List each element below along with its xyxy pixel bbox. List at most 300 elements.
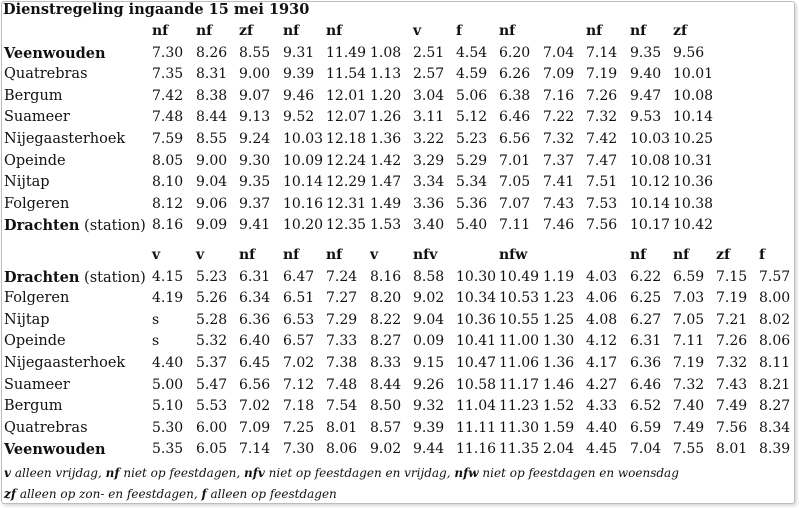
time-cell: 9.37 bbox=[239, 196, 271, 212]
time-cell: 7.05 bbox=[499, 174, 531, 190]
time-cell: 9.39 bbox=[413, 420, 445, 436]
time-cell: 1.19 bbox=[543, 269, 575, 285]
time-cell: 5.36 bbox=[456, 196, 488, 212]
time-cell: 11.16 bbox=[456, 441, 497, 457]
station-cell bbox=[4, 129, 125, 150]
time-cell: 1.52 bbox=[543, 398, 575, 414]
time-cell: 6.20 bbox=[499, 45, 531, 61]
time-cell: 7.14 bbox=[586, 45, 618, 61]
time-cell: 8.00 bbox=[759, 290, 791, 306]
time-cell: 10.47 bbox=[456, 355, 497, 371]
station-cell bbox=[4, 107, 70, 128]
legend-text: niet op feestdagen en vrijdag, bbox=[268, 466, 451, 480]
time-cell: 1.53 bbox=[370, 217, 402, 233]
time-cell: 9.04 bbox=[413, 312, 445, 328]
station-cell bbox=[4, 439, 106, 461]
station-name: Quatrebras bbox=[4, 66, 88, 82]
time-cell: 7.57 bbox=[759, 269, 791, 285]
time-cell: 9.00 bbox=[196, 153, 228, 169]
time-cell: 6.52 bbox=[630, 398, 662, 414]
time-cell: 9.44 bbox=[413, 441, 445, 457]
time-cell: 4.17 bbox=[586, 355, 618, 371]
time-cell: 1.42 bbox=[370, 153, 402, 169]
time-cell: 7.21 bbox=[716, 312, 748, 328]
legend-code: nfw bbox=[454, 466, 479, 480]
time-cell: 10.17 bbox=[630, 217, 671, 233]
time-cell: 3.34 bbox=[413, 174, 445, 190]
time-cell: 7.48 bbox=[326, 377, 358, 393]
time-cell: 10.14 bbox=[283, 174, 324, 190]
time-cell: 10.53 bbox=[499, 290, 540, 306]
time-cell: 7.12 bbox=[283, 377, 315, 393]
time-cell: 9.53 bbox=[630, 109, 662, 125]
header-row bbox=[0, 21, 799, 42]
time-cell: 7.04 bbox=[543, 45, 575, 61]
time-cell: 1.23 bbox=[543, 290, 575, 306]
time-cell: 6.45 bbox=[239, 355, 271, 371]
time-cell: 8.16 bbox=[370, 269, 402, 285]
station-name: Nijegaasterhoek bbox=[4, 131, 126, 147]
time-cell: 8.05 bbox=[152, 153, 184, 169]
time-cell: 6.31 bbox=[630, 333, 662, 349]
time-cell: 7.32 bbox=[716, 355, 748, 371]
time-cell: 7.14 bbox=[239, 441, 271, 457]
station-cell bbox=[4, 375, 70, 396]
time-cell: 7.54 bbox=[326, 398, 358, 414]
time-cell: 5.29 bbox=[456, 153, 488, 169]
legend-line-1 bbox=[4, 466, 679, 480]
time-cell: 9.35 bbox=[630, 45, 662, 61]
legend-text: alleen op zon- en feestdagen, bbox=[19, 487, 198, 501]
time-cell: 7.47 bbox=[586, 153, 618, 169]
time-cell: 8.26 bbox=[196, 45, 228, 61]
station-suffix: (station) bbox=[79, 218, 146, 234]
time-cell: 1.13 bbox=[370, 66, 402, 82]
time-cell: 10.55 bbox=[499, 312, 540, 328]
station-cell bbox=[4, 331, 66, 352]
time-cell: 6.31 bbox=[239, 269, 271, 285]
time-cell: 11.06 bbox=[499, 355, 540, 371]
time-cell: 10.34 bbox=[456, 290, 497, 306]
time-cell: 7.03 bbox=[673, 290, 705, 306]
time-cell: 9.02 bbox=[370, 441, 402, 457]
time-cell: 9.07 bbox=[239, 88, 271, 104]
time-cell: 11.00 bbox=[499, 333, 540, 349]
column-header: nf bbox=[326, 247, 343, 263]
time-cell: 12.24 bbox=[326, 153, 367, 169]
column-header: nf bbox=[196, 23, 213, 39]
time-cell: 8.27 bbox=[759, 398, 791, 414]
station-name: Opeinde bbox=[4, 153, 66, 169]
time-cell: 9.52 bbox=[283, 109, 315, 125]
time-cell: 7.59 bbox=[152, 131, 184, 147]
time-cell: 9.13 bbox=[239, 109, 271, 125]
time-cell: 8.55 bbox=[239, 45, 271, 61]
time-cell: 7.01 bbox=[499, 153, 531, 169]
time-cell: 8.12 bbox=[152, 196, 184, 212]
station-cell bbox=[4, 215, 146, 237]
time-cell: 6.56 bbox=[499, 131, 531, 147]
time-cell: 6.36 bbox=[239, 312, 271, 328]
time-cell: 8.27 bbox=[370, 333, 402, 349]
time-cell: 7.19 bbox=[673, 355, 705, 371]
table-row bbox=[0, 310, 799, 331]
time-cell: 8.44 bbox=[196, 109, 228, 125]
time-cell: 8.01 bbox=[716, 441, 748, 457]
time-cell: 10.31 bbox=[673, 153, 714, 169]
time-cell: 11.54 bbox=[326, 66, 367, 82]
time-cell: 8.50 bbox=[370, 398, 402, 414]
time-cell: 7.07 bbox=[499, 196, 531, 212]
page-title: Dienstregeling ingaande 15 mei 1930 bbox=[3, 1, 310, 18]
time-cell: 12.18 bbox=[326, 131, 367, 147]
time-cell: 7.11 bbox=[673, 333, 705, 349]
time-cell: 1.20 bbox=[370, 88, 402, 104]
time-cell: 10.36 bbox=[673, 174, 714, 190]
table-row bbox=[0, 86, 799, 107]
time-cell: 7.02 bbox=[239, 398, 271, 414]
time-cell: 8.22 bbox=[370, 312, 402, 328]
time-cell: 6.22 bbox=[630, 269, 662, 285]
time-cell: 11.23 bbox=[499, 398, 540, 414]
table-row bbox=[0, 64, 799, 85]
time-cell: 7.29 bbox=[326, 312, 358, 328]
column-header: nf bbox=[630, 247, 647, 263]
time-cell: 8.34 bbox=[759, 420, 791, 436]
station-name: Folgeren bbox=[4, 196, 70, 212]
time-cell: 6.27 bbox=[630, 312, 662, 328]
time-cell: 10.12 bbox=[630, 174, 671, 190]
time-cell: 1.59 bbox=[543, 420, 575, 436]
time-cell: 9.15 bbox=[413, 355, 445, 371]
time-cell: 11.49 bbox=[326, 45, 367, 61]
time-cell: 10.25 bbox=[673, 131, 714, 147]
column-header: f bbox=[759, 247, 766, 263]
time-cell: 9.56 bbox=[673, 45, 705, 61]
station-cell bbox=[4, 172, 50, 193]
column-header: f bbox=[456, 23, 463, 39]
time-cell: 7.43 bbox=[543, 196, 575, 212]
time-cell: 8.39 bbox=[759, 441, 791, 457]
table-row bbox=[0, 439, 799, 460]
station-name: Opeinde bbox=[4, 333, 66, 349]
table-row bbox=[0, 267, 799, 288]
time-cell: 1.36 bbox=[370, 131, 402, 147]
time-cell: 12.29 bbox=[326, 174, 367, 190]
time-cell: 7.42 bbox=[586, 131, 618, 147]
time-cell: 0.09 bbox=[413, 333, 445, 349]
time-cell: 5.35 bbox=[152, 441, 184, 457]
column-header: v bbox=[152, 247, 161, 263]
time-cell: 7.22 bbox=[543, 109, 575, 125]
station-cell bbox=[4, 288, 69, 309]
time-cell: 8.10 bbox=[152, 174, 184, 190]
time-cell: 9.31 bbox=[283, 45, 315, 61]
time-cell: 3.40 bbox=[413, 217, 445, 233]
time-cell: 7.49 bbox=[716, 398, 748, 414]
column-header: nf bbox=[630, 23, 647, 39]
legend-text: niet op feestdagen en woensdag bbox=[482, 466, 679, 480]
time-cell: 7.42 bbox=[152, 88, 184, 104]
time-cell: 7.32 bbox=[673, 377, 705, 393]
time-cell: 4.06 bbox=[586, 290, 618, 306]
time-cell: 3.29 bbox=[413, 153, 445, 169]
time-cell: 8.33 bbox=[370, 355, 402, 371]
station-cell bbox=[4, 396, 63, 417]
time-cell: 4.27 bbox=[586, 377, 618, 393]
time-cell: 7.30 bbox=[283, 441, 315, 457]
time-cell: 7.33 bbox=[326, 333, 358, 349]
time-cell: 8.01 bbox=[326, 420, 358, 436]
time-cell: 11.11 bbox=[456, 420, 497, 436]
table-row bbox=[0, 418, 799, 439]
station-cell bbox=[4, 64, 88, 85]
station-name: Quatrebras bbox=[4, 420, 88, 436]
time-cell: 9.06 bbox=[196, 196, 228, 212]
table-row bbox=[0, 331, 799, 352]
time-cell: 7.26 bbox=[586, 88, 618, 104]
time-cell: 7.09 bbox=[543, 66, 575, 82]
time-cell: 3.36 bbox=[413, 196, 445, 212]
time-cell: 10.03 bbox=[630, 131, 671, 147]
time-cell: 5.23 bbox=[456, 131, 488, 147]
time-cell: 8.02 bbox=[759, 312, 791, 328]
time-cell: 10.16 bbox=[283, 196, 324, 212]
time-cell: 6.57 bbox=[283, 333, 315, 349]
time-cell: 7.19 bbox=[586, 66, 618, 82]
time-cell: 5.53 bbox=[196, 398, 228, 414]
time-cell: 11.30 bbox=[499, 420, 540, 436]
time-cell: 8.31 bbox=[196, 66, 228, 82]
time-cell: 10.49 bbox=[499, 269, 540, 285]
station-cell bbox=[4, 418, 88, 439]
legend-code: f bbox=[201, 487, 207, 501]
time-cell: 6.46 bbox=[499, 109, 531, 125]
time-cell: 9.46 bbox=[283, 88, 315, 104]
time-cell: 8.06 bbox=[759, 333, 791, 349]
time-cell: 11.04 bbox=[456, 398, 497, 414]
time-cell: 6.38 bbox=[499, 88, 531, 104]
column-header: nf bbox=[499, 23, 516, 39]
column-header: nfv bbox=[413, 247, 438, 263]
time-cell: 10.03 bbox=[283, 131, 324, 147]
time-cell: 1.49 bbox=[370, 196, 402, 212]
time-cell: 9.26 bbox=[413, 377, 445, 393]
time-cell: 10.01 bbox=[673, 66, 714, 82]
time-cell: 12.01 bbox=[326, 88, 367, 104]
time-cell: 7.25 bbox=[283, 420, 315, 436]
time-cell: 9.40 bbox=[630, 66, 662, 82]
time-cell: 7.24 bbox=[326, 269, 358, 285]
time-cell: 6.51 bbox=[283, 290, 315, 306]
station-suffix: (station) bbox=[79, 270, 146, 286]
station-cell bbox=[4, 151, 66, 172]
time-cell: 9.09 bbox=[196, 217, 228, 233]
column-header: v bbox=[370, 247, 379, 263]
column-header: v bbox=[196, 247, 205, 263]
time-cell: 7.53 bbox=[586, 196, 618, 212]
station-name: Nijegaasterhoek bbox=[4, 355, 126, 371]
time-cell: 8.16 bbox=[152, 217, 184, 233]
legend-code: nfv bbox=[243, 466, 265, 480]
time-cell: 7.48 bbox=[152, 109, 184, 125]
time-cell: 2.57 bbox=[413, 66, 445, 82]
column-header: nfw bbox=[499, 247, 528, 263]
time-cell: 3.22 bbox=[413, 131, 445, 147]
time-cell: 9.39 bbox=[283, 66, 315, 82]
time-cell: 4.40 bbox=[586, 420, 618, 436]
time-cell: 9.30 bbox=[239, 153, 271, 169]
station-cell bbox=[4, 194, 69, 215]
time-cell: 1.08 bbox=[370, 45, 402, 61]
time-cell: 6.00 bbox=[196, 420, 228, 436]
time-cell: 9.02 bbox=[413, 290, 445, 306]
time-cell: 9.00 bbox=[239, 66, 271, 82]
table-row bbox=[0, 172, 799, 193]
time-cell: 10.08 bbox=[630, 153, 671, 169]
time-cell: 7.05 bbox=[673, 312, 705, 328]
time-cell: 4.54 bbox=[456, 45, 488, 61]
table-row bbox=[0, 43, 799, 64]
time-cell: 5.32 bbox=[196, 333, 228, 349]
column-header: nf bbox=[673, 247, 690, 263]
time-cell: 6.53 bbox=[283, 312, 315, 328]
time-cell: 5.00 bbox=[152, 377, 184, 393]
time-cell: 2.51 bbox=[413, 45, 445, 61]
time-cell: 9.47 bbox=[630, 88, 662, 104]
time-cell: 4.19 bbox=[152, 290, 184, 306]
time-cell: 7.32 bbox=[543, 131, 575, 147]
time-cell: 1.25 bbox=[543, 312, 575, 328]
time-cell: 9.32 bbox=[413, 398, 445, 414]
station-name: Veenwouden bbox=[4, 45, 106, 62]
time-cell: 7.46 bbox=[543, 217, 575, 233]
column-header: zf bbox=[673, 23, 687, 39]
column-header: zf bbox=[716, 247, 730, 263]
time-cell: 10.42 bbox=[673, 217, 714, 233]
station-cell bbox=[4, 353, 125, 374]
time-cell: 7.37 bbox=[543, 153, 575, 169]
time-cell: 8.06 bbox=[326, 441, 358, 457]
legend-text: niet op feestdagen, bbox=[123, 466, 241, 480]
time-cell: 7.19 bbox=[716, 290, 748, 306]
time-cell: 10.58 bbox=[456, 377, 497, 393]
time-cell: 4.45 bbox=[586, 441, 618, 457]
time-cell: 10.36 bbox=[456, 312, 497, 328]
time-cell: 11.17 bbox=[499, 377, 540, 393]
time-cell: 6.40 bbox=[239, 333, 271, 349]
time-cell: 10.14 bbox=[630, 196, 671, 212]
time-cell: 7.56 bbox=[586, 217, 618, 233]
time-cell: s bbox=[152, 333, 160, 349]
table-row bbox=[0, 107, 799, 128]
time-cell: 10.08 bbox=[673, 88, 714, 104]
station-name: Bergum bbox=[4, 88, 63, 104]
column-header: nf bbox=[326, 23, 343, 39]
column-header: nf bbox=[283, 247, 300, 263]
time-cell: 8.21 bbox=[759, 377, 791, 393]
time-cell: 5.37 bbox=[196, 355, 228, 371]
time-cell: 7.55 bbox=[673, 441, 705, 457]
time-cell: 5.47 bbox=[196, 377, 228, 393]
time-cell: 1.26 bbox=[370, 109, 402, 125]
time-cell: 6.26 bbox=[499, 66, 531, 82]
time-cell: 8.55 bbox=[196, 131, 228, 147]
column-header: nf bbox=[283, 23, 300, 39]
time-cell: 10.14 bbox=[673, 109, 714, 125]
time-cell: 5.40 bbox=[456, 217, 488, 233]
time-cell: 4.59 bbox=[456, 66, 488, 82]
legend-line-2 bbox=[4, 487, 337, 501]
time-cell: 8.11 bbox=[759, 355, 791, 371]
legend-code: v bbox=[4, 466, 11, 480]
time-cell: 6.05 bbox=[196, 441, 228, 457]
time-cell: 3.04 bbox=[413, 88, 445, 104]
time-cell: 9.04 bbox=[196, 174, 228, 190]
station-name: Suameer bbox=[4, 109, 70, 125]
time-cell: 6.34 bbox=[239, 290, 271, 306]
time-cell: 6.36 bbox=[630, 355, 662, 371]
time-cell: 1.30 bbox=[543, 333, 575, 349]
time-cell: 5.06 bbox=[456, 88, 488, 104]
time-cell: 5.34 bbox=[456, 174, 488, 190]
station-name: Folgeren bbox=[4, 290, 70, 306]
time-cell: 10.20 bbox=[283, 217, 324, 233]
time-cell: 10.41 bbox=[456, 333, 497, 349]
time-cell: 11.35 bbox=[499, 441, 540, 457]
station-name: Suameer bbox=[4, 377, 70, 393]
time-cell: 3.11 bbox=[413, 109, 445, 125]
time-cell: 7.51 bbox=[586, 174, 618, 190]
time-cell: 7.32 bbox=[586, 109, 618, 125]
time-cell: 10.38 bbox=[673, 196, 714, 212]
table-row bbox=[0, 194, 799, 215]
legend-code: nf bbox=[105, 466, 120, 480]
time-cell: 5.10 bbox=[152, 398, 184, 414]
time-cell: 7.15 bbox=[716, 269, 748, 285]
time-cell: 2.04 bbox=[543, 441, 575, 457]
time-cell: 7.38 bbox=[326, 355, 358, 371]
time-cell: 7.43 bbox=[716, 377, 748, 393]
legend-text: alleen op feestdagen bbox=[210, 487, 337, 501]
time-cell: 8.20 bbox=[370, 290, 402, 306]
time-cell: 5.28 bbox=[196, 312, 228, 328]
table-row bbox=[0, 353, 799, 374]
legend-code: zf bbox=[4, 487, 16, 501]
time-cell: 7.41 bbox=[543, 174, 575, 190]
time-cell: 9.41 bbox=[239, 217, 271, 233]
station-name: Veenwouden bbox=[4, 441, 106, 458]
time-cell: 7.09 bbox=[239, 420, 271, 436]
table-row bbox=[0, 288, 799, 309]
time-cell: s bbox=[152, 312, 160, 328]
column-header: v bbox=[413, 23, 422, 39]
time-cell: 8.38 bbox=[196, 88, 228, 104]
time-cell: 1.46 bbox=[543, 377, 575, 393]
table-row bbox=[0, 129, 799, 150]
time-cell: 7.35 bbox=[152, 66, 184, 82]
time-cell: 4.33 bbox=[586, 398, 618, 414]
time-cell: 10.30 bbox=[456, 269, 497, 285]
column-header: nf bbox=[152, 23, 169, 39]
time-cell: 8.57 bbox=[370, 420, 402, 436]
time-cell: 7.49 bbox=[673, 420, 705, 436]
time-cell: 6.59 bbox=[630, 420, 662, 436]
station-cell bbox=[4, 267, 146, 289]
time-cell: 4.15 bbox=[152, 269, 184, 285]
legend-text: alleen vrijdag, bbox=[14, 466, 102, 480]
time-cell: 12.35 bbox=[326, 217, 367, 233]
